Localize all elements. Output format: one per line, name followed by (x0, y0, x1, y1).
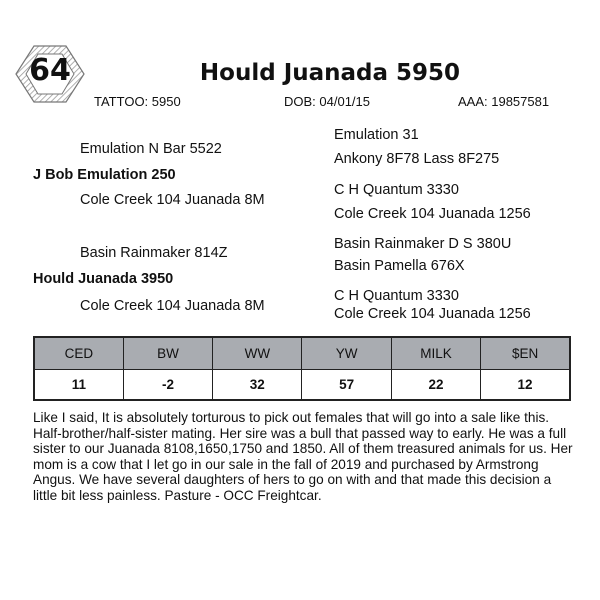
epd-value-ced: 11 (34, 370, 123, 401)
sire: J Bob Emulation 250 (33, 167, 176, 183)
epd-header-row (34, 337, 570, 370)
sire-sire: Emulation N Bar 5522 (80, 141, 222, 157)
dam-sire-sire: Basin Rainmaker D S 380U (334, 236, 512, 252)
sire-sire-dam: Ankony 8F78 Lass 8F275 (334, 151, 500, 167)
sire-dam-sire: C H Quantum 3330 (334, 182, 459, 198)
aaa-registration-label: AAA: 19857581 (458, 94, 550, 109)
dob-label: DOB: 04/01/15 (284, 94, 370, 109)
dam-dam: Cole Creek 104 Juanada 8M (80, 298, 265, 314)
epd-header-yw: YW (302, 337, 391, 370)
dam-sire: Basin Rainmaker 814Z (80, 245, 228, 261)
lot-notes: Like I said, It is absolutely torturous to pick out females that will go into a sale like this. Half-brother/half-sister mating. Her sire was a bull that passed way to early. He was a full sister to our Juanada 8108,1650,1750 and 1850. All of them treasured animals for us. Her mom is a cow that I let go in our sale in the fall of 2019 and purchased by Armstrong Angus. We have several daughters of hers to go on with and that made this decision a little bit less painless. Pasture - OCC Freightcar. (33, 410, 573, 503)
epd-header-ced: CED (34, 337, 123, 370)
epd-value-yw: 57 (302, 370, 391, 401)
epd-header-bw: BW (123, 337, 212, 370)
epd-value-row (34, 370, 570, 401)
epd-value-ww: 32 (213, 370, 302, 401)
sire-dam: Cole Creek 104 Juanada 8M (80, 192, 265, 208)
animal-name-title: Hould Juanada 5950 (199, 60, 461, 86)
lot-number-badge (14, 42, 86, 106)
lot-number: 64 (29, 53, 71, 88)
epd-header-en: $EN (481, 337, 570, 370)
epd-table (33, 336, 571, 401)
epd-value-bw: -2 (123, 370, 212, 401)
sire-dam-dam: Cole Creek 104 Juanada 1256 (334, 206, 531, 222)
tattoo-label: TATTOO: 5950 (94, 94, 181, 109)
epd-value-milk: 22 (391, 370, 480, 401)
sire-sire-sire: Emulation 31 (334, 127, 419, 143)
epd-header-milk: MILK (391, 337, 480, 370)
dam: Hould Juanada 3950 (33, 271, 174, 287)
epd-value-en: 12 (481, 370, 570, 401)
dam-sire-dam: Basin Pamella 676X (334, 258, 465, 274)
dam-dam-dam: Cole Creek 104 Juanada 1256 (334, 306, 531, 322)
dam-dam-sire: C H Quantum 3330 (334, 288, 459, 304)
epd-header-ww: WW (213, 337, 302, 370)
